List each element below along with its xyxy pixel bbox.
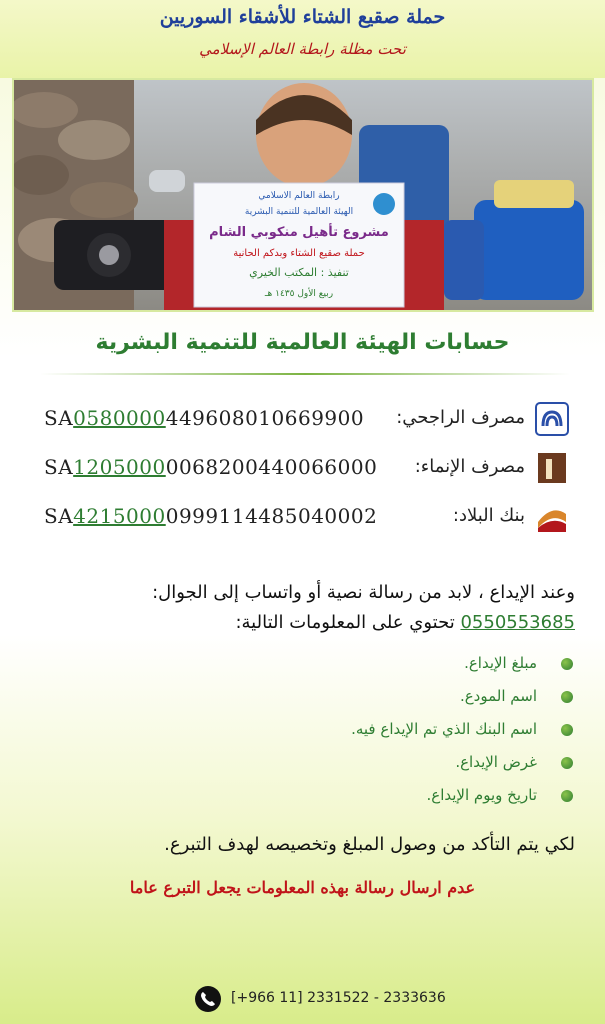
org-logo-icon	[373, 193, 395, 215]
sign-line: مشروع تأهيل منكوبي الشام	[209, 225, 389, 240]
bullet-icon	[561, 724, 573, 736]
iban-number[interactable]	[44, 455, 377, 479]
iban-underlined: 1205000	[73, 455, 166, 479]
campaign-title: حملة صقيع الشتاء للأشقاء السوريين	[159, 6, 446, 28]
campaign-subtitle: تحت مظلة رابطة العالم الإسلامي	[199, 40, 406, 58]
list-item-text: تاريخ ويوم الإيداع.	[426, 786, 537, 804]
list-item-text: غرض الإيداع.	[455, 753, 537, 771]
bullet-icon	[561, 790, 573, 802]
iban-underlined: 0580000	[73, 406, 166, 430]
account-row-albilad	[0, 500, 605, 540]
iban-rest: 0068200440066000	[165, 455, 378, 479]
deposit-note	[15, 578, 575, 638]
campaign-photo	[12, 78, 594, 312]
child-with-sign-photo	[14, 80, 592, 310]
phone-icon	[195, 986, 221, 1012]
accounts-section-title: حسابات الهيئة العالمية للتنمية البشرية	[95, 330, 510, 355]
list-item	[351, 654, 537, 687]
iban-prefix: SA	[44, 406, 74, 430]
iban-prefix: SA	[44, 504, 74, 528]
sign-line: حملة صقيع الشتاء وبدكم الحانية	[233, 248, 365, 259]
iban-rest: 0999114485040002	[165, 504, 378, 528]
confirm-note: لكي يتم التأكد من وصول المبلغ وتخصيصه لهدف التبرع.	[164, 834, 575, 855]
sign-line: ربيع الأول ١٤٣٥ هـ	[264, 289, 334, 299]
albilad-logo-icon	[535, 500, 569, 534]
required-info-list	[351, 654, 537, 819]
bullet-icon	[561, 691, 573, 703]
bank-name: مصرف الإنماء:	[414, 456, 525, 477]
account-row-alrajhi	[0, 402, 605, 442]
sign-board	[194, 183, 404, 307]
sign-line: رابطة العالم الاسلامي	[258, 191, 340, 201]
bank-name: بنك البلاد:	[452, 505, 525, 526]
list-item	[351, 687, 537, 720]
bank-name: مصرف الراجحي:	[396, 407, 525, 428]
iban-rest: 449608010669900	[165, 406, 365, 430]
note-line-rest: تحتوي على المعلومات التالية:	[235, 612, 455, 633]
bullet-icon	[561, 757, 573, 769]
note-line: وعند الإيداع ، لابد من رسالة نصية أو واتساب إلى الجوال:	[152, 582, 575, 603]
account-row-alinma	[0, 451, 605, 491]
note-line	[15, 608, 575, 638]
sign-line: الهيئة العالمية للتنمية البشرية	[244, 207, 354, 217]
list-item	[351, 786, 537, 819]
contact-phone-numbers[interactable]: [+966 11] 2331522 - 2333636	[231, 990, 446, 1006]
sign-line: تنفيذ : المكتب الخيري	[249, 266, 349, 279]
divider	[40, 373, 570, 375]
list-item-text: اسم المودع.	[459, 687, 537, 705]
iban-prefix: SA	[44, 455, 74, 479]
bullet-icon	[561, 658, 573, 670]
list-item-text: اسم البنك الذي تم الإيداع فيه.	[351, 720, 537, 738]
iban-number[interactable]	[44, 406, 364, 430]
list-item-text: مبلغ الإيداع.	[464, 654, 537, 672]
whatsapp-phone-link[interactable]: 0550553685	[460, 612, 575, 633]
iban-underlined: 4215000	[73, 504, 166, 528]
alinma-logo-icon	[535, 451, 569, 485]
warning-note: عدم ارسال رسالة بهذه المعلومات يجعل التبرع عاما	[129, 878, 476, 897]
iban-number[interactable]	[44, 504, 377, 528]
list-item	[351, 753, 537, 786]
alrajhi-logo-icon	[535, 402, 569, 436]
list-item	[351, 720, 537, 753]
